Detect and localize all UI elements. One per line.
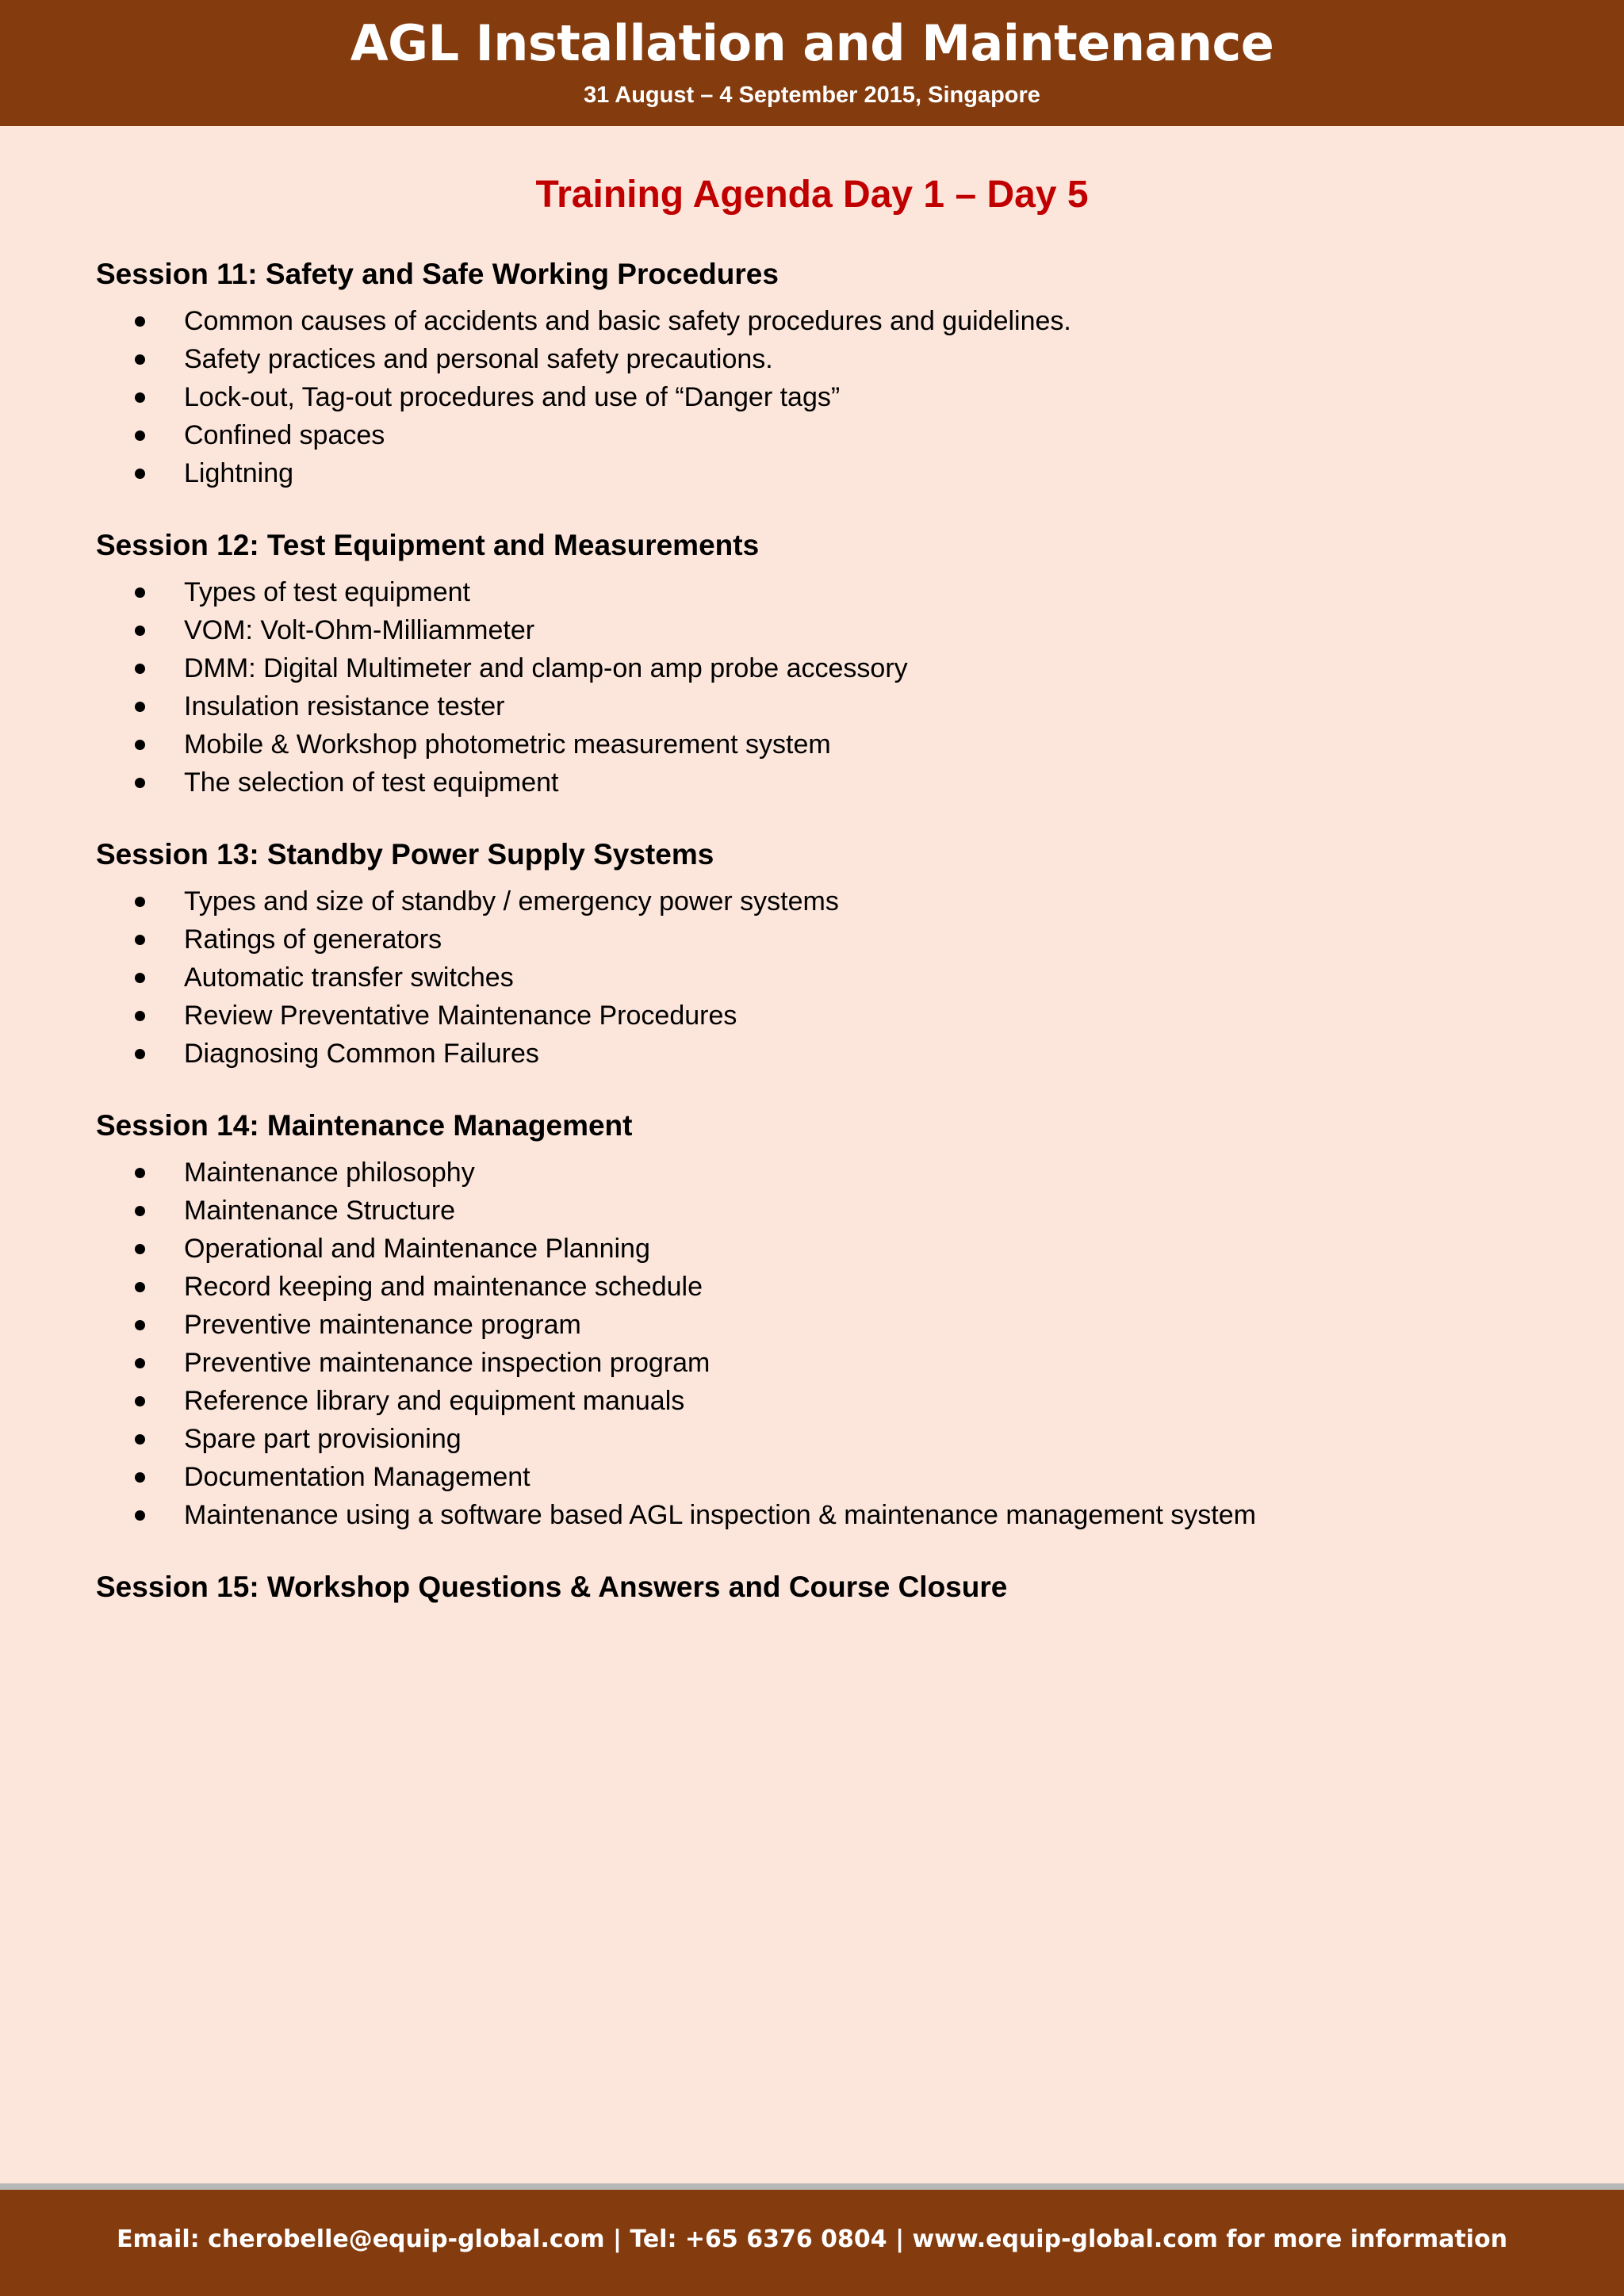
list-item-text: Types and size of standby / emergency power systems: [184, 886, 839, 916]
bullet-icon: [135, 1320, 145, 1330]
bullet-icon: [135, 1510, 145, 1521]
page-footer: [0, 2190, 1624, 2296]
list-item: [96, 340, 1555, 378]
list-item-text: Reference library and equipment manuals: [184, 1386, 685, 1416]
bullet-icon: [135, 778, 145, 788]
bullet-icon: [135, 664, 145, 674]
bullet-icon: [135, 1282, 145, 1292]
list-item: [96, 959, 1555, 997]
list-item: [96, 378, 1555, 416]
bullet-icon: [135, 354, 145, 365]
session-item-list: [96, 1154, 1555, 1534]
list-item-text: Maintenance using a software based AGL inspection & maintenance management system: [184, 1500, 1256, 1530]
list-item: [96, 611, 1555, 649]
bullet-icon: [135, 973, 145, 983]
list-item-text: Documentation Management: [184, 1462, 530, 1492]
list-item: [96, 882, 1555, 920]
agenda-content: [96, 256, 1555, 1640]
session-item-list: [96, 302, 1555, 492]
list-item-text: Types of test equipment: [184, 577, 470, 607]
bullet-icon: [135, 897, 145, 907]
bullet-icon: [135, 1472, 145, 1483]
list-item-text: Safety practices and personal safety precautions.: [184, 344, 773, 374]
bullet-icon: [135, 1206, 145, 1216]
bullet-icon: [135, 1434, 145, 1445]
list-item: [96, 1035, 1555, 1073]
list-item-text: Automatic transfer switches: [184, 962, 514, 993]
list-item: [96, 1230, 1555, 1268]
bullet-icon: [135, 1358, 145, 1368]
bullet-icon: [135, 469, 145, 479]
session-section: [96, 836, 1555, 1073]
agenda-title: Training Agenda Day 1 – Day 5: [535, 174, 1089, 216]
session-section: [96, 1569, 1555, 1605]
list-item-text: Common causes of accidents and basic safety procedures and guidelines.: [184, 306, 1071, 336]
session-heading: Session 12: Test Equipment and Measurements: [96, 529, 760, 561]
bullet-icon: [135, 740, 145, 750]
list-item: [96, 1306, 1555, 1344]
session-section: [96, 1108, 1555, 1534]
list-item-text: DMM: Digital Multimeter and clamp-on amp probe accessory: [184, 653, 908, 683]
list-item: [96, 573, 1555, 611]
list-item-text: Maintenance Structure: [184, 1196, 456, 1226]
bullet-icon: [135, 430, 145, 441]
session-heading: Session 13: Standby Power Supply Systems: [96, 838, 714, 871]
bullet-icon: [135, 1011, 145, 1021]
list-item: [96, 1382, 1555, 1420]
footer-contact-text: Email: cherobelle@equip-global.com | Tel: +65 6376 0804 | www.equip-global.com for more information: [117, 2225, 1507, 2253]
list-item-text: VOM: Volt-Ohm-Milliammeter: [184, 615, 535, 645]
header-subtitle: 31 August – 4 September 2015, Singapore: [584, 82, 1040, 108]
list-item-text: Operational and Maintenance Planning: [184, 1234, 650, 1264]
list-item: [96, 1496, 1555, 1534]
list-item-text: Spare part provisioning: [184, 1424, 462, 1454]
session-heading: Session 15: Workshop Questions & Answers and Course Closure: [96, 1571, 1008, 1603]
page-header: [0, 0, 1624, 126]
list-item: [96, 1268, 1555, 1306]
bullet-icon: [135, 587, 145, 598]
footer-divider: [0, 2183, 1624, 2190]
list-item-text: Maintenance philosophy: [184, 1158, 475, 1188]
bullet-icon: [135, 1396, 145, 1406]
session-section: [96, 527, 1555, 802]
list-item: [96, 649, 1555, 687]
session-section: [96, 256, 1555, 492]
list-item: [96, 454, 1555, 492]
list-item: [96, 763, 1555, 802]
session-item-list: [96, 573, 1555, 802]
list-item: [96, 920, 1555, 959]
list-item: [96, 1192, 1555, 1230]
list-item: [96, 1420, 1555, 1458]
list-item-text: Preventive maintenance program: [184, 1310, 581, 1340]
list-item-text: Ratings of generators: [184, 924, 442, 955]
header-title: AGL Installation and Maintenance: [350, 14, 1274, 72]
list-item: [96, 1344, 1555, 1382]
bullet-icon: [135, 392, 145, 403]
list-item-text: Diagnosing Common Failures: [184, 1039, 539, 1069]
bullet-icon: [135, 702, 145, 712]
session-item-list: [96, 882, 1555, 1073]
list-item-text: Mobile & Workshop photometric measurement system: [184, 729, 831, 760]
list-item-text: Record keeping and maintenance schedule: [184, 1272, 703, 1302]
bullet-icon: [135, 935, 145, 945]
bullet-icon: [135, 316, 145, 327]
list-item-text: Lightning: [184, 458, 294, 488]
list-item: [96, 302, 1555, 340]
list-item-text: Review Preventative Maintenance Procedures: [184, 1001, 737, 1031]
bullet-icon: [135, 626, 145, 636]
list-item: [96, 416, 1555, 454]
list-item: [96, 1154, 1555, 1192]
session-heading: Session 11: Safety and Safe Working Procedures: [96, 258, 779, 290]
list-item-text: Insulation resistance tester: [184, 691, 505, 721]
bullet-icon: [135, 1244, 145, 1254]
session-heading: Session 14: Maintenance Management: [96, 1109, 633, 1142]
list-item-text: Confined spaces: [184, 420, 385, 450]
list-item-text: Lock-out, Tag-out procedures and use of “Danger tags”: [184, 382, 841, 412]
bullet-icon: [135, 1049, 145, 1059]
list-item: [96, 687, 1555, 725]
bullet-icon: [135, 1168, 145, 1178]
list-item: [96, 1458, 1555, 1496]
list-item-text: The selection of test equipment: [184, 767, 559, 798]
list-item: [96, 725, 1555, 763]
list-item-text: Preventive maintenance inspection program: [184, 1348, 710, 1378]
list-item: [96, 997, 1555, 1035]
